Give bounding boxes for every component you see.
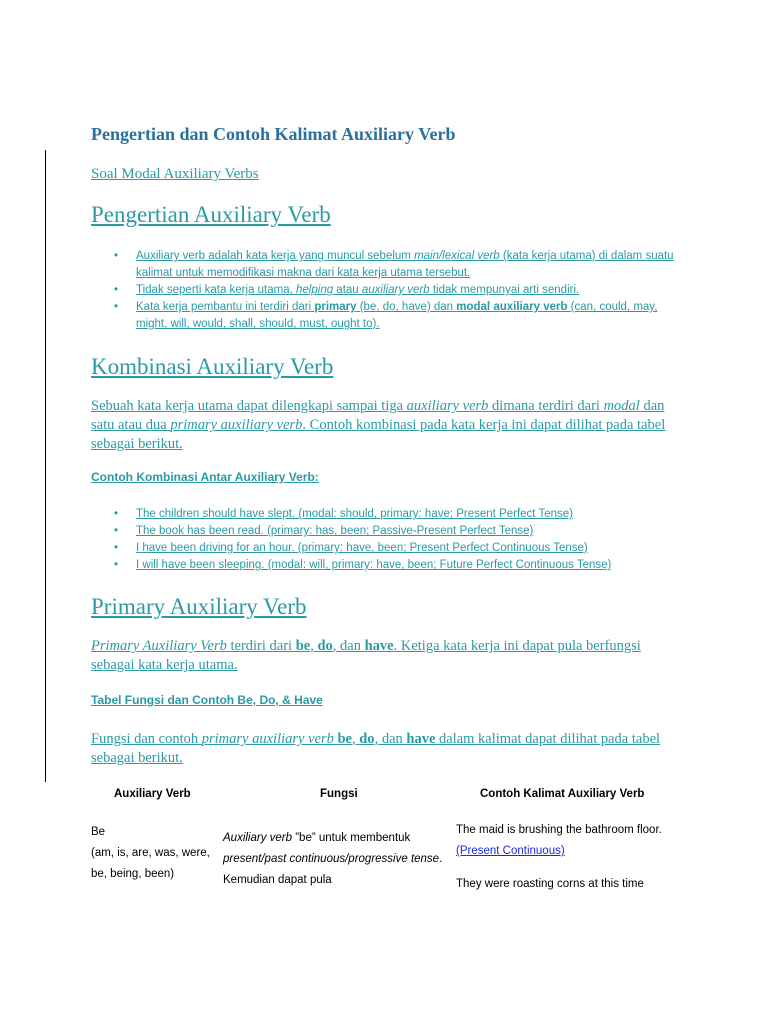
- table-cell-contoh: [456, 820, 671, 895]
- list-item: • I have been driving for an hour. (primary: have, been; Present Perfect Continuous Tense): [114, 542, 588, 554]
- heading-kombinasi: Kombinasi Auxiliary Verb: [91, 354, 334, 379]
- list-item: • Kata kerja pembantu ini terdiri dari primary (be, do, have) dan modal auxiliary verb (can, could, may, might, will, would, shall, should, must, ought to).: [114, 301, 658, 330]
- list-item: • The children should have slept. (modal: should, primary: have; Present Perfect Tense): [114, 508, 574, 520]
- example-sentence: The maid is brushing the bathroom floor. (Present Continuous): [456, 824, 662, 857]
- pengertian-list: [114, 248, 676, 333]
- table-cell-fungsi: Auxiliary verb ”be” untuk membentuk present/past continuous/progressive tense. Kemudian dapat pula: [223, 832, 443, 886]
- heading-primary: Primary Auxiliary Verb: [91, 594, 307, 619]
- table-cell-verb: [91, 822, 221, 885]
- table-header-auxiliary-verb: Auxiliary Verb: [114, 788, 191, 800]
- fungsi-paragraph: Fungsi dan contoh primary auxiliary verb be, do, dan have dalam kalimat dapat dilihat pada tabel sebagai berikut.: [91, 731, 661, 766]
- page-title: Pengertian dan Contoh Kalimat Auxiliary Verb: [91, 124, 456, 144]
- soal-link[interactable]: Soal Modal Auxiliary Verbs: [91, 166, 259, 182]
- list-item: • Auxiliary verb adalah kata kerja yang muncul sebelum main/lexical verb (kata kerja utama) di dalam suatu kalimat untuk memodifikasi makna dari kata kerja utama tersebut.: [114, 250, 674, 279]
- kombinasi-paragraph: Sebuah kata kerja utama dapat dilengkapi sampai tiga auxiliary verb dimana terdiri dari modal dan satu atau dua primary auxiliary verb. Contoh kombinasi pada kata kerja ini dapat dilihat pada tabel sebagai berikut.: [91, 398, 666, 452]
- list-item: • The book has been read. (primary: has, been; Passive-Present Perfect Tense): [114, 525, 534, 537]
- margin-bar: [45, 150, 46, 782]
- table-header-fungsi: Fungsi: [320, 788, 358, 800]
- examples-list: [114, 506, 694, 574]
- example-sentence: They were roasting corns at this time: [456, 878, 644, 890]
- heading-pengertian: Pengertian Auxiliary Verb: [91, 202, 331, 227]
- table-header-contoh: Contoh Kalimat Auxiliary Verb: [480, 788, 645, 800]
- primary-paragraph: Primary Auxiliary Verb terdiri dari be, do, dan have. Ketiga kata kerja ini dapat pula berfungsi sebagai kata kerja utama.: [91, 638, 641, 673]
- verb-forms: (am, is, are, was, were, be, being, been): [91, 847, 210, 880]
- subheading-contoh-kombinasi: Contoh Kombinasi Antar Auxiliary Verb:: [91, 470, 319, 484]
- present-continuous-link[interactable]: (Present Continuous): [456, 845, 565, 857]
- list-item: • I will have been sleeping. (modal: will, primary: have, been; Future Perfect Continuous Tense): [114, 559, 612, 571]
- subheading-tabel: Tabel Fungsi dan Contoh Be, Do, & Have: [91, 693, 323, 707]
- verb-be: Be: [91, 826, 106, 838]
- list-item: • Tidak seperti kata kerja utama, helping atau auxiliary verb tidak mempunyai arti sendiri.: [114, 284, 580, 296]
